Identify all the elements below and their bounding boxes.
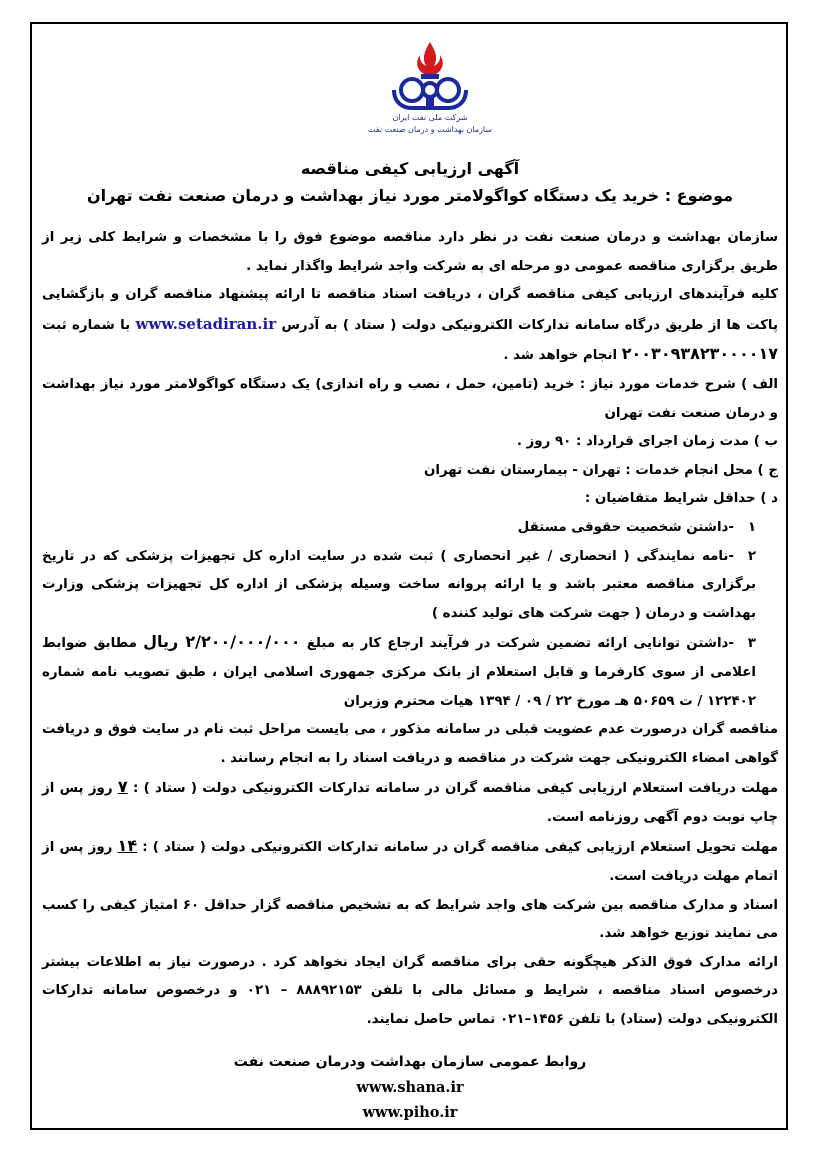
delivery-deadline-days: ۱۴ bbox=[117, 836, 138, 856]
receive-deadline-days: ۷ bbox=[117, 777, 128, 797]
requirement-3-number: ۳ bbox=[747, 636, 756, 652]
process-paragraph bbox=[42, 281, 778, 371]
process-text-c: انجام خواهد شد . bbox=[503, 348, 618, 364]
receive-deadline-text-a: مهلت دریافت استعلام ارزیابی کیفی مناقصه گران در سامانه تدارکات الکترونیکی دولت ( ستاد ) : bbox=[132, 781, 778, 797]
delivery-deadline-paragraph bbox=[42, 832, 778, 891]
logo-line-organization: سازمان بهداشت و درمان صنعت نفت bbox=[367, 125, 493, 134]
item-d-requirements: د ) حداقل شرایط متقاضیان : bbox=[584, 491, 778, 507]
receive-deadline-paragraph bbox=[42, 773, 778, 832]
intro-paragraph: سازمان بهداشت و درمان صنعت نفت در نظر دارد مناقصه موضوع فوق را با مشخصات و شرایط کلی زیر از طریق برگزاری مناقصه عمومی دو مرحله ای به شرکت واجد شرایط واگذار نماید . bbox=[42, 230, 778, 274]
delivery-deadline-text-a: مهلت تحویل استعلام ارزیابی کیفی مناقصه گران در سامانه تدارکات الکترونیکی دولت ( ستاد ) : bbox=[142, 840, 779, 856]
delivery-deadline-text-b: روز پس از اتمام مهلت دریافت است. bbox=[42, 840, 778, 885]
requirement-3 bbox=[42, 628, 778, 716]
requirement-3-text-a: -داشتن توانایی ارائه تضمین شرکت در فرآیند ارجاع کار به مبلغ bbox=[306, 636, 734, 652]
requirement-3-text-b: مطابق ضوابط اعلامی از سوی کارفرما و قابل استعلام از بانک مرکزی جمهوری اسلامی ایران ، طبق تصویب نامه شماره ۱۲۲۴۰۲ / ت ۵۰۶۵۹ هـ مورخ ۲۲ / ۰۹ / ۱۳۹۴ هیات محترم وزیران bbox=[42, 636, 756, 709]
setadiran-link[interactable]: www.setadiran.ir bbox=[135, 314, 277, 333]
requirement-2 bbox=[42, 543, 778, 629]
footer-piho-link[interactable]: www.piho.ir bbox=[362, 1103, 458, 1121]
item-c-location: ج ) محل انجام خدمات : تهران - بیمارستان نفت تهران bbox=[423, 462, 778, 478]
contact-paragraph: ارائه مدارک فوق الذکر هیچگونه حقی برای مناقصه گران ایجاد نخواهد کرد . درصورت نیاز به اطلاعات بیشتر درخصوص اسناد مناقصه ، شرایط و مسائل مالی با تلفن ۸۸۸۹۲۱۵۳ – ۰۲۱ و درخصوص سامانه تدارکات الکترونیکی دولت (ستاد) با تلفن ۱۴۵۶–۰۲۱ تماس حاصل نمایند. bbox=[42, 954, 778, 1028]
logo-area bbox=[42, 36, 778, 144]
distribution-paragraph: اسناد و مدارک مناقصه بین شرکت های واجد شرایط که به تشخیص مناقصه گزار حداقل ۶۰ امتیاز کیفی را کسب می نمایند توزیع خواهد شد. bbox=[42, 897, 778, 942]
process-text-b: با شماره ثبت bbox=[42, 317, 131, 333]
registration-paragraph: مناقصه گران درصورت عدم عضویت قبلی در سامانه مذکور ، می بایست مراحل ثبت نام در سایت فوق و دریافت گواهی امضاء الکترونیکی جهت شرکت در مناقصه و دریافت اسناد را به انجام رسانند . bbox=[42, 722, 778, 766]
registration-number: ۲۰۰۳۰۹۳۸۲۳۰۰۰۰۱۷ bbox=[621, 344, 778, 364]
requirement-1-text: -داشتن شخصیت حقوقی مستقل bbox=[517, 519, 734, 535]
requirement-1 bbox=[42, 514, 778, 543]
requirement-2-number: ۲ bbox=[747, 548, 756, 564]
logo-line-company: شرکت ملی نفت ایران bbox=[392, 113, 468, 122]
requirement-1-number: ۱ bbox=[747, 519, 756, 535]
requirement-2-text: -نامه نمایندگی ( انحصاری / غیر انحصاری ) ثبت شده در سایت اداره کل تجهیزات پزشکی که در تاریخ برگزاری مناقصه معتبر باشد و یا ارائه پروانه ساخت وسیله پزشکی از اداره کل تجهیزات پزشکی وزارت بهداشت و درمان ( جهت شرکت های تولید کننده ) bbox=[42, 548, 756, 621]
announcement-subject: موضوع : خرید یک دستگاه کواگولامتر مورد نیاز بهداشت و درمان صنعت نفت تهران bbox=[86, 186, 734, 205]
item-b-duration: ب ) مدت زمان اجرای قرارداد : ۹۰ روز . bbox=[516, 434, 778, 450]
footer-shana-link[interactable]: www.shana.ir bbox=[356, 1078, 464, 1096]
item-a-services: الف ) شرح خدمات مورد نیاز : خرید (تامین، حمل ، نصب و راه اندازی) یک دستگاه کواگولامتر مورد نیاز بهداشت و درمان صنعت نفت تهران bbox=[42, 376, 778, 421]
guarantee-amount: ۲/۲۰۰/۰۰۰/۰۰۰ ریال bbox=[143, 632, 301, 652]
announcement-title: آگهی ارزیابی کیفی مناقصه bbox=[300, 159, 520, 178]
tender-announcement bbox=[42, 36, 778, 1125]
process-text-a: کلیه فرآیندهای ارزیابی کیفی مناقصه گران ، دریافت اسناد مناقصه تا ارائه پیشنهاد مناقصه گران و بازگشایی پاکت ها از طریق درگاه سامانه تدارکات الکترونیکی دولت ( ستاد ) به آدرس bbox=[42, 287, 778, 333]
receive-deadline-text-b: روز پس از چاپ نوبت دوم آگهی روزنامه است. bbox=[42, 781, 778, 825]
footer-organization: روابط عمومی سازمان بهداشت ودرمان صنعت نفت bbox=[233, 1053, 587, 1070]
